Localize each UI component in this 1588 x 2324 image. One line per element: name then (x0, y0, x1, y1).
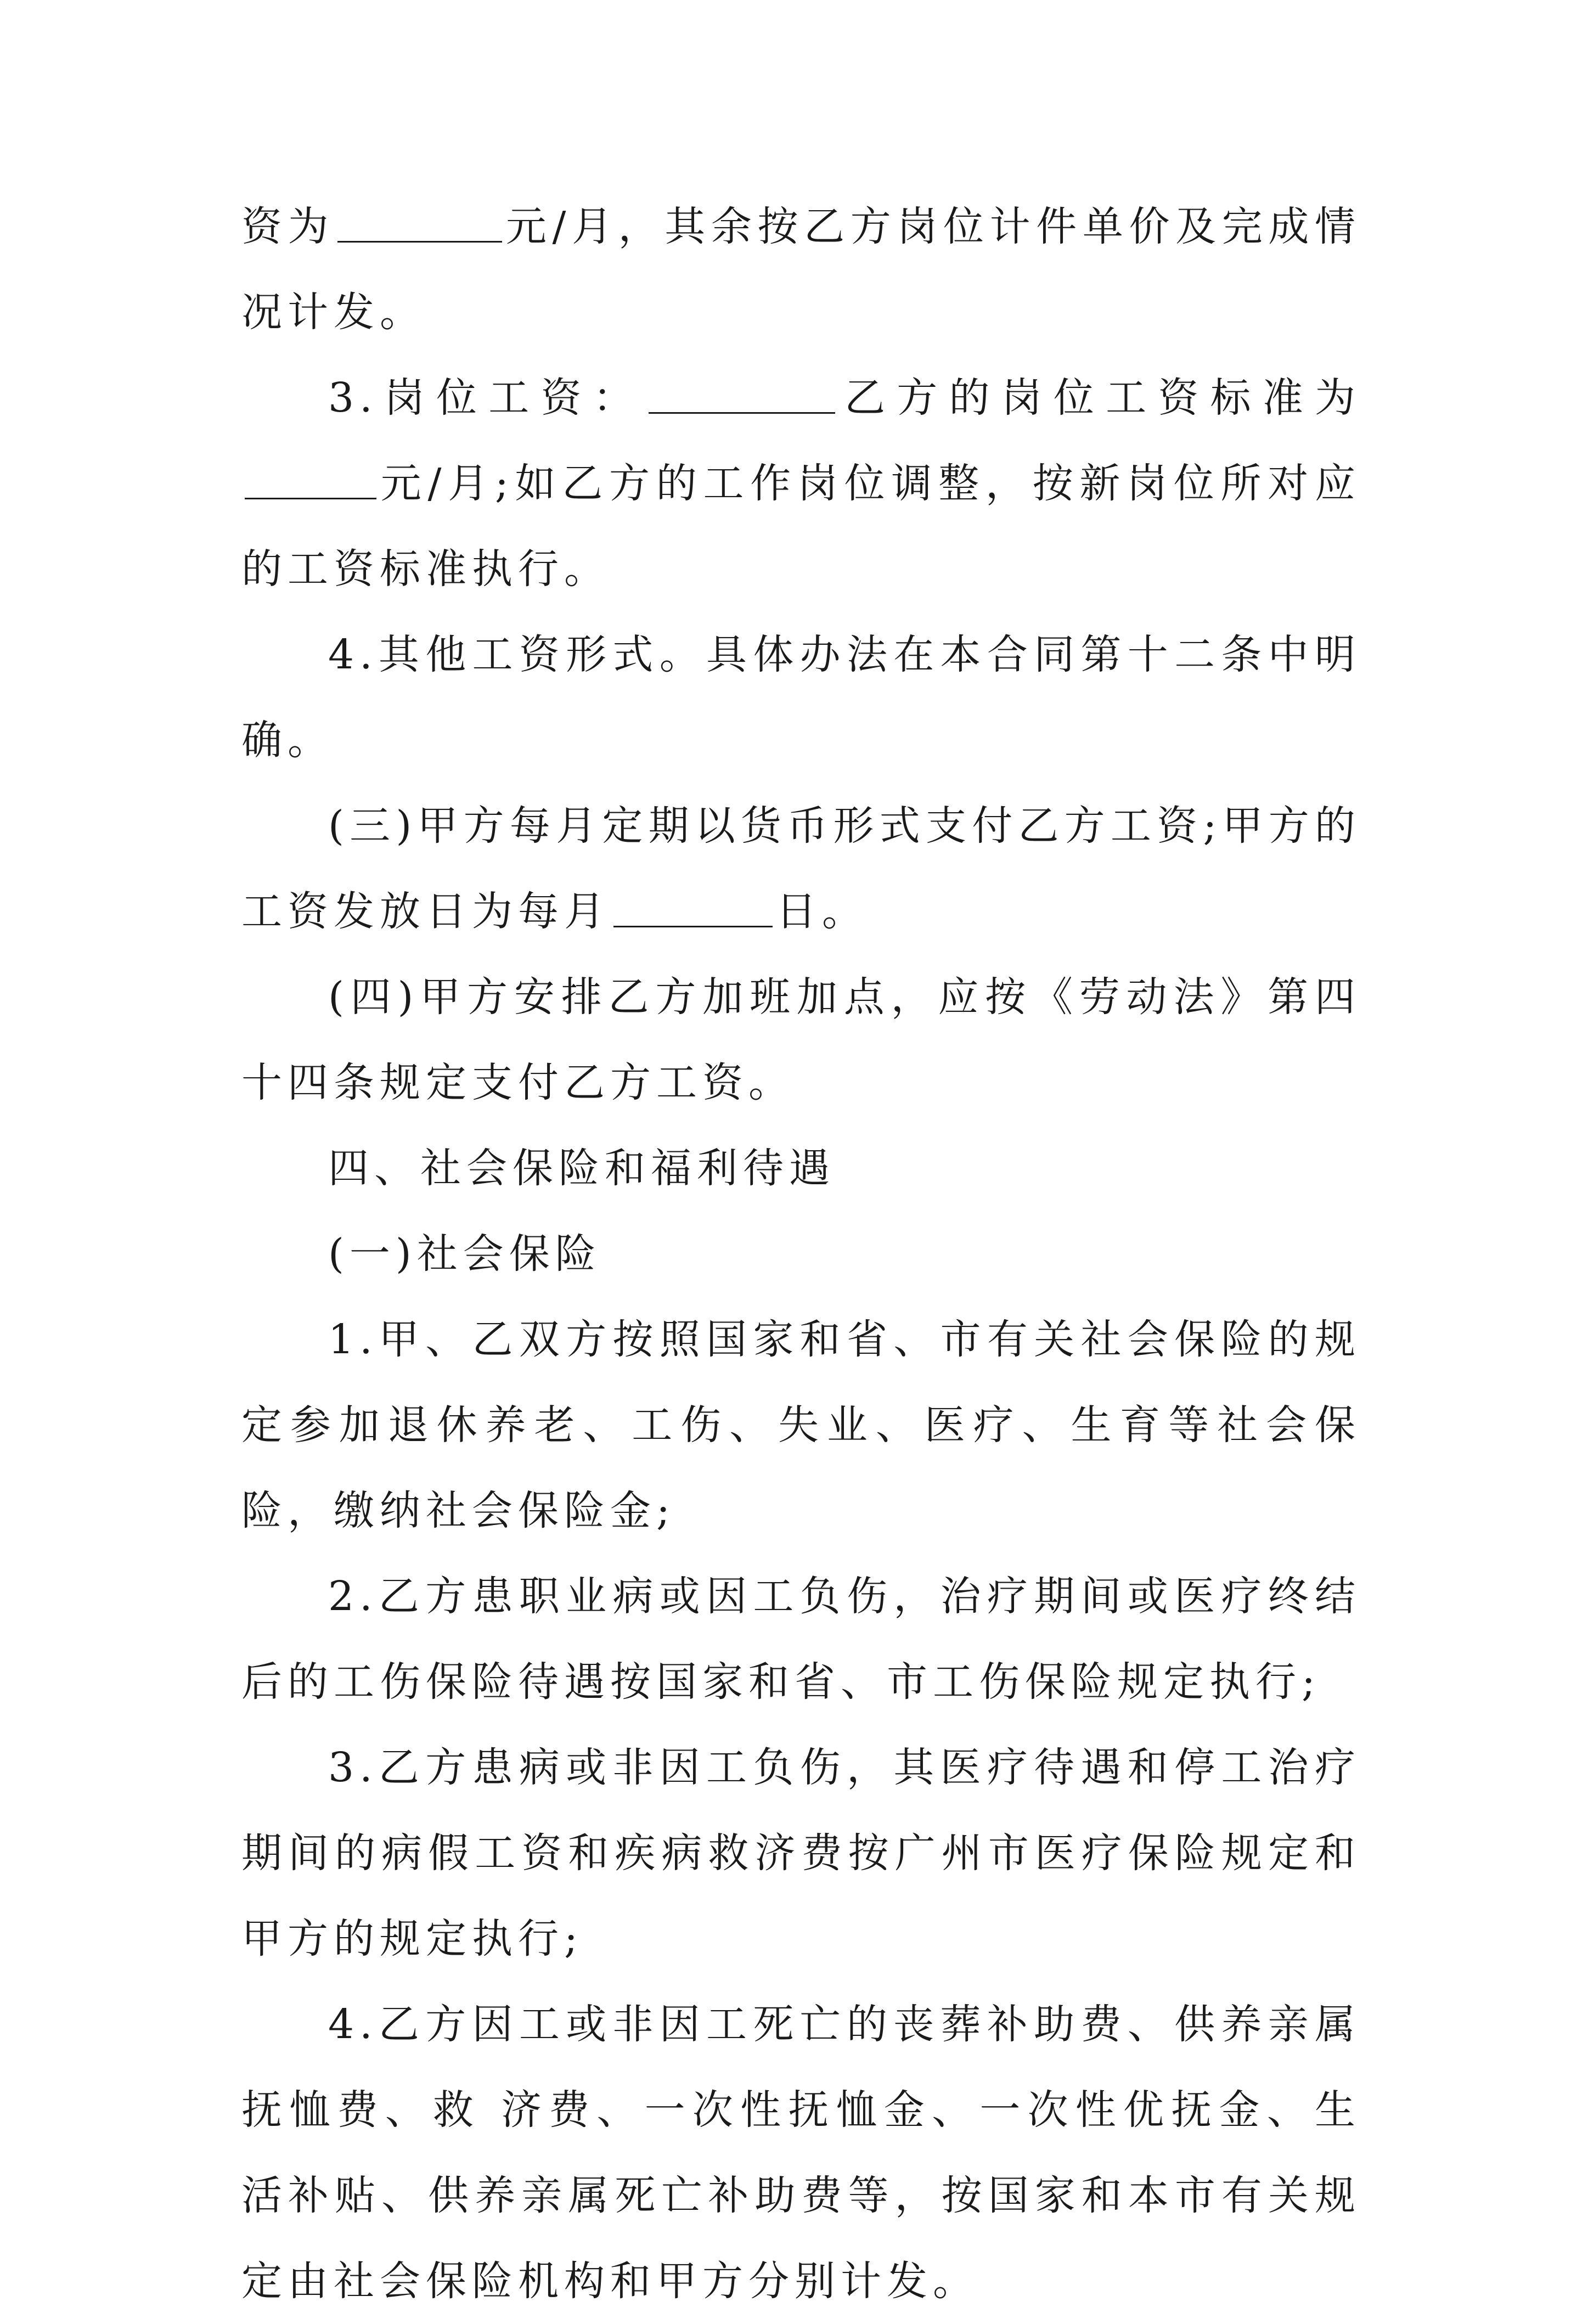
text-segment: 日。 (776, 888, 868, 935)
text-segment: 元/月，其余按乙方岗位计件单价及完成情况计发。 (241, 203, 1361, 336)
blank-field-wage-standard[interactable] (245, 457, 376, 499)
text-segment: 资为 (241, 203, 335, 250)
paragraph-overtime: (四)甲方安排乙方加班加点，应按《劳动法》第四十四条规定支付乙方工资。 (241, 974, 1361, 1106)
paragraph-illness: 3.乙方患病或非因工负伤，其医疗待遇和停工治疗期间的病假工资和疾病救济费按广州市医疗保险规定和甲方的规定执行; (241, 1744, 1361, 1962)
blank-field-position-wage[interactable] (649, 372, 835, 414)
paragraph-work-injury: 2.乙方患职业病或因工负伤，治疗期间或医疗终结后的工伤保险待遇按国家和省、市工伤保险规定执行; (241, 1573, 1361, 1706)
blank-field-pay-day[interactable] (613, 885, 773, 927)
text-segment: (三)甲方每月定期以货币形式支付乙方工资;甲方的工资发放日为每月 (241, 802, 1361, 935)
paragraph-payment-schedule (241, 783, 1361, 954)
subsection-heading-social-insurance: (一)社会保险 (328, 1230, 601, 1278)
paragraph-wage-continuation (241, 184, 1361, 355)
paragraph-position-wage (241, 355, 1361, 612)
paragraph-insurance-participation: 1.甲、乙双方按照国家和省、市有关社会保险的规定参加退休养老、工伤、失业、医疗、生育等社会保险，缴纳社会保险金; (241, 1316, 1361, 1534)
paragraph-other-wage-forms: 4.其他工资形式。具体办法在本合同第十二条中明确。 (241, 631, 1361, 764)
blank-field-monthly-wage[interactable] (337, 200, 502, 243)
document-body (241, 184, 1361, 2324)
section-heading-social-insurance: 四、社会保险和福利待遇 (328, 1145, 835, 1192)
paragraph-death-benefits: 4.乙方因工或非因工死亡的丧葬补助费、供养亲属抚恤费、救 济费、一次性抚恤金、一次性优抚金、生活补贴、供养亲属死亡补助费等，按国家和本市有关规定由社会保险机构和甲方分别计发。 (241, 2001, 1361, 2305)
text-segment: 乙方的岗位工资标准为 (838, 374, 1361, 421)
text-segment: 元/月;如乙方的工作岗位调整，按新岗位所对应的工资标准执行。 (241, 460, 1361, 593)
text-segment: 3.岗位工资： (328, 374, 645, 421)
